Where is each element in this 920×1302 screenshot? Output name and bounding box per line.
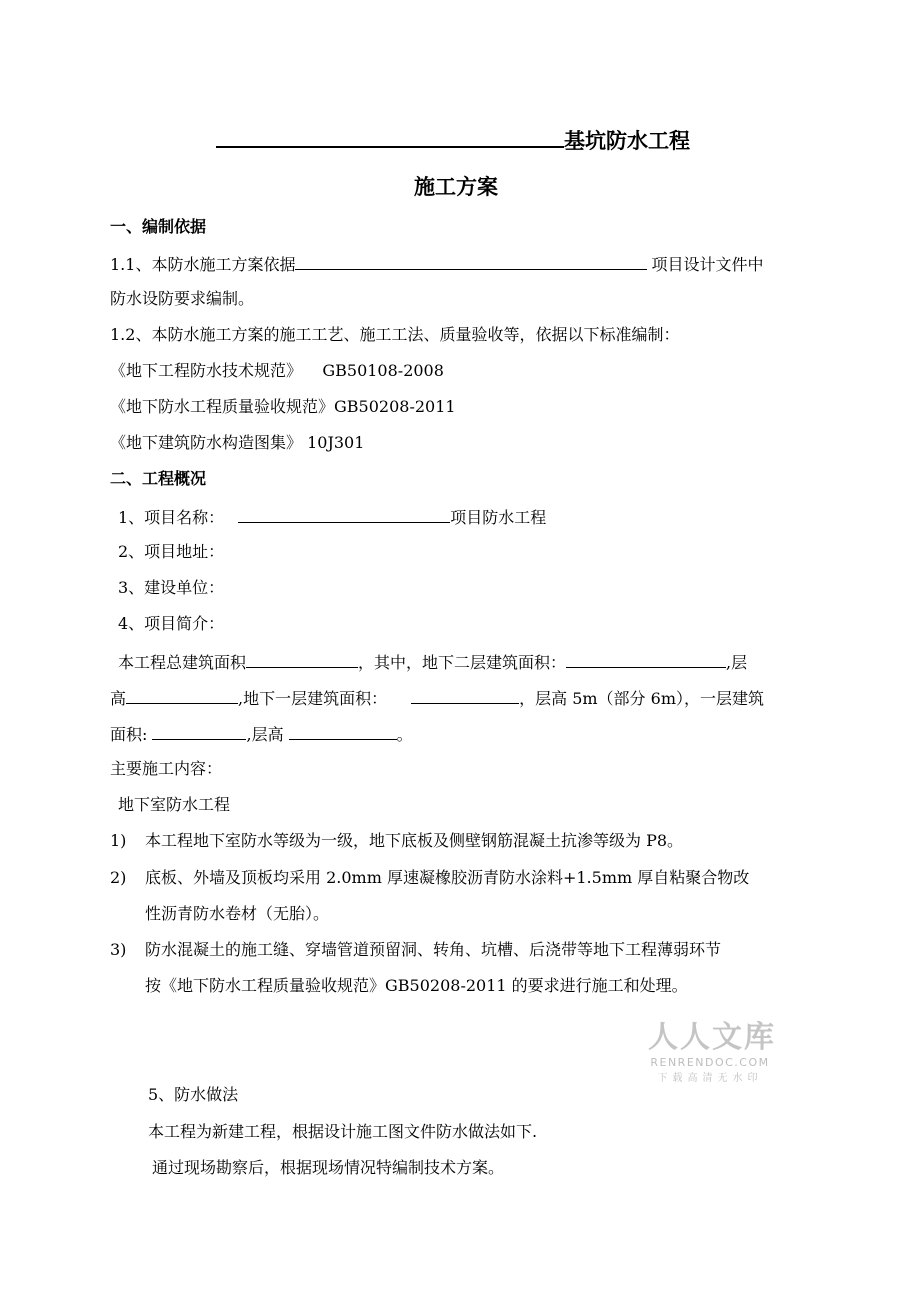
section5-paragraph: 通过现场勘察后，根据现场情况特编制技术方案。 xyxy=(152,1158,505,1177)
basis-paragraph-line2: 防水设防要求编制。 xyxy=(110,289,255,308)
watermark-site: RENRENDOC.COM xyxy=(650,1056,770,1069)
document-title xyxy=(216,124,690,154)
list-number: 3) xyxy=(110,940,127,959)
f1-area-blank xyxy=(152,723,246,740)
intro-line3 xyxy=(110,723,413,745)
basis-blank xyxy=(295,253,647,270)
b1-area-blank xyxy=(411,687,519,704)
standard-item: 《地下工程防水技术规范》 GB50108-2008 xyxy=(110,361,444,380)
section2-heading: 二、工程概况 xyxy=(110,469,207,488)
intro-text: ，其中，地下二层建筑面积： xyxy=(358,653,567,672)
section5-heading: 5、防水做法 xyxy=(148,1085,239,1104)
project-name-suffix: 项目防水工程 xyxy=(450,508,547,527)
list-item-text: 按《地下防水工程质量验收规范》GB50208-2011 的要求进行施工和处理。 xyxy=(145,976,688,995)
list-item-text: 本工程地下室防水等级为一级，地下底板及侧壁钢筋混凝土抗渗等级为 P8。 xyxy=(145,831,684,850)
b2-area-blank xyxy=(566,651,726,668)
list-item-text: 防水混凝土的施工缝、穿墙管道预留洞、转角、坑槽、后浇带等地下工程薄弱环节 xyxy=(145,940,722,959)
f1-height-blank xyxy=(289,723,397,740)
watermark-main: 人人文库 xyxy=(648,1020,776,1055)
intro-text: ,层高 xyxy=(246,725,289,744)
title-blank-line xyxy=(216,124,564,148)
total-area-blank xyxy=(246,651,358,668)
list-item-text: 性沥青防水卷材（无胎）。 xyxy=(145,904,330,923)
developer-label: 3、建设单位： xyxy=(118,578,225,597)
intro-text: 。 xyxy=(396,725,413,744)
main-content-label: 主要施工内容： xyxy=(110,759,223,778)
project-intro-label: 4、项目简介： xyxy=(118,614,225,633)
document-subtitle: 施工方案 xyxy=(414,175,498,199)
intro-line1 xyxy=(118,651,747,673)
project-name-blank xyxy=(238,506,450,523)
project-address-label: 2、项目地址： xyxy=(118,542,225,561)
watermark-logo xyxy=(648,1012,776,1084)
intro-line2 xyxy=(110,687,764,709)
standards-intro: 1.2、本防水施工方案的施工工艺、施工工法、质量验收等，依据以下标准编制： xyxy=(110,325,680,344)
watermark-tag: 下载高清无水印 xyxy=(657,1073,763,1084)
intro-text: ,地下一层建筑面积： xyxy=(238,689,388,708)
basis-paragraph-line1 xyxy=(110,253,763,275)
basement-waterproofing-label: 地下室防水工程 xyxy=(118,795,231,814)
standard-item: 《地下建筑防水构造图集》 10J301 xyxy=(110,433,365,452)
basis-text-a: 1.1、本防水施工方案依据 xyxy=(110,255,296,274)
intro-text: 本工程总建筑面积 xyxy=(118,653,247,672)
section1-heading: 一、编制依据 xyxy=(110,217,207,236)
title-suffix: 基坑防水工程 xyxy=(564,129,690,153)
list-number: 2) xyxy=(110,868,127,887)
standard-item: 《地下防水工程质量验收规范》GB50208-2011 xyxy=(110,397,456,416)
project-name-line xyxy=(118,506,546,528)
list-number: 1) xyxy=(110,831,127,850)
b2-height-blank xyxy=(126,687,238,704)
intro-text: ，层高 5m（部分 6m），一层建筑 xyxy=(519,689,764,708)
intro-text: 高 xyxy=(110,689,127,708)
intro-text: ,层 xyxy=(726,653,748,672)
project-name-label: 1、项目名称： xyxy=(118,508,225,527)
basis-text-b: 项目设计文件中 xyxy=(651,255,764,274)
list-item-text: 底板、外墙及顶板均采用 2.0mm 厚速凝橡胶沥青防水涂料+1.5mm 厚自粘聚合物改 xyxy=(145,868,750,887)
intro-text: 面积: xyxy=(110,725,153,744)
section5-paragraph: 本工程为新建工程，根据设计施工图文件防水做法如下. xyxy=(148,1122,538,1141)
